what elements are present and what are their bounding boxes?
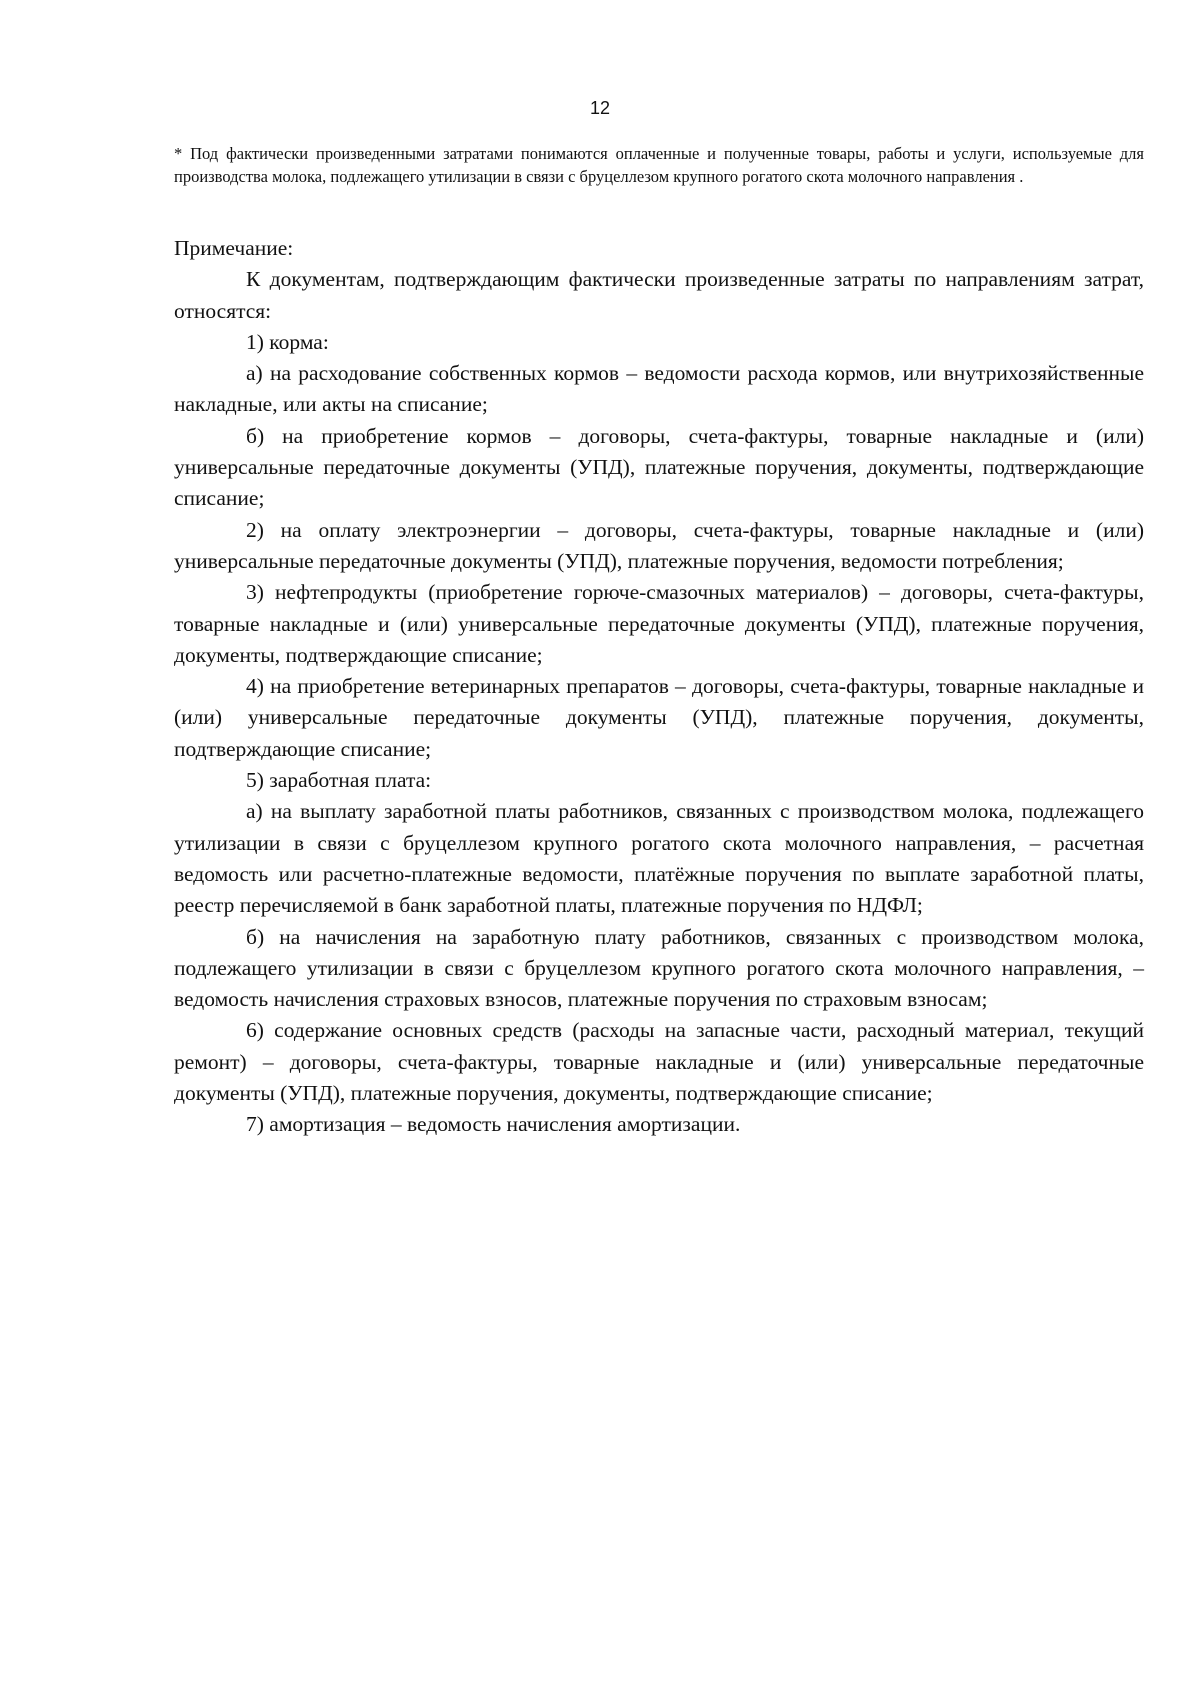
paragraph: б) на приобретение кормов – договоры, счета-фактуры, товарные накладные и (или) универсальные передаточные документы (УПД), платежные поручения, документы, подтверждающие списание; (174, 423, 1144, 511)
paragraph: 5) заработная плата: (246, 768, 432, 793)
paragraph: 4) на приобретение ветеринарных препаратов – договоры, счета-фактуры, товарные накладные и (или) универсальные передаточные документы (УПД), платежные поручения, документы, подтверждающие списание; (174, 674, 1144, 761)
document-body (174, 233, 1144, 1141)
paragraph: 1) корма: (246, 329, 329, 354)
paragraph: 3) нефтепродукты (приобретение горюче-смазочных материалов) – договоры, счета-фактуры, товарные накладные и (или) универсальные передаточные документы (УПД), платежные поручения, документы, подтверждающие списание; (174, 580, 1144, 667)
paragraph: а) на расходование собственных кормов – ведомости расхода кормов, или внутрихозяйственные накладные, или акты на списание; (174, 361, 1144, 417)
page-number: 12 (589, 98, 611, 118)
paragraph: а) на выплату заработной платы работников, связанных с производством молока, подлежащего утилизации в связи с бруцеллезом крупного рогатого скота молочного направления, – расчетная ведомость или расчетно-платежные ведомости, платёжные поручения по выплате заработной платы, реестр перечисляемой в банк заработной платы, платежные поручения по НДФЛ; (174, 799, 1144, 918)
paragraph: 6) содержание основных средств (расходы на запасные части, расходный материал, текущий ремонт) – договоры, счета-фактуры, товарные накладные и (или) универсальные передаточные документы (УПД), платежные поручения, документы, подтверждающие списание; (174, 1018, 1144, 1106)
paragraph: 7) амортизация – ведомость начисления амортизации. (246, 1112, 741, 1137)
footnote: * Под фактически произведенными затратами понимаются оплаченные и полученные товары, работы и услуги, используемые для производства молока, подлежащего утилизации в связи с бруцеллезом крупного рогатого скота молочного направления . (174, 144, 1144, 186)
paragraph: 2) на оплату электроэнергии – договоры, счета-фактуры, товарные накладные и (или) универсальные передаточные документы (УПД), платежные поручения, ведомости потребления; (174, 517, 1144, 573)
paragraph: К документам, подтверждающим фактически произведенные затраты по направлениям затрат, относятся: (174, 267, 1144, 323)
note-heading: Примечание: (174, 236, 294, 260)
paragraph: б) на начисления на заработную плату работников, связанных с производством молока, подлежащего утилизации в связи с бруцеллезом крупного рогатого скота молочного направления, – ведомость начисления страховых взносов, платежные поручения по страховым взносам; (174, 924, 1144, 1012)
